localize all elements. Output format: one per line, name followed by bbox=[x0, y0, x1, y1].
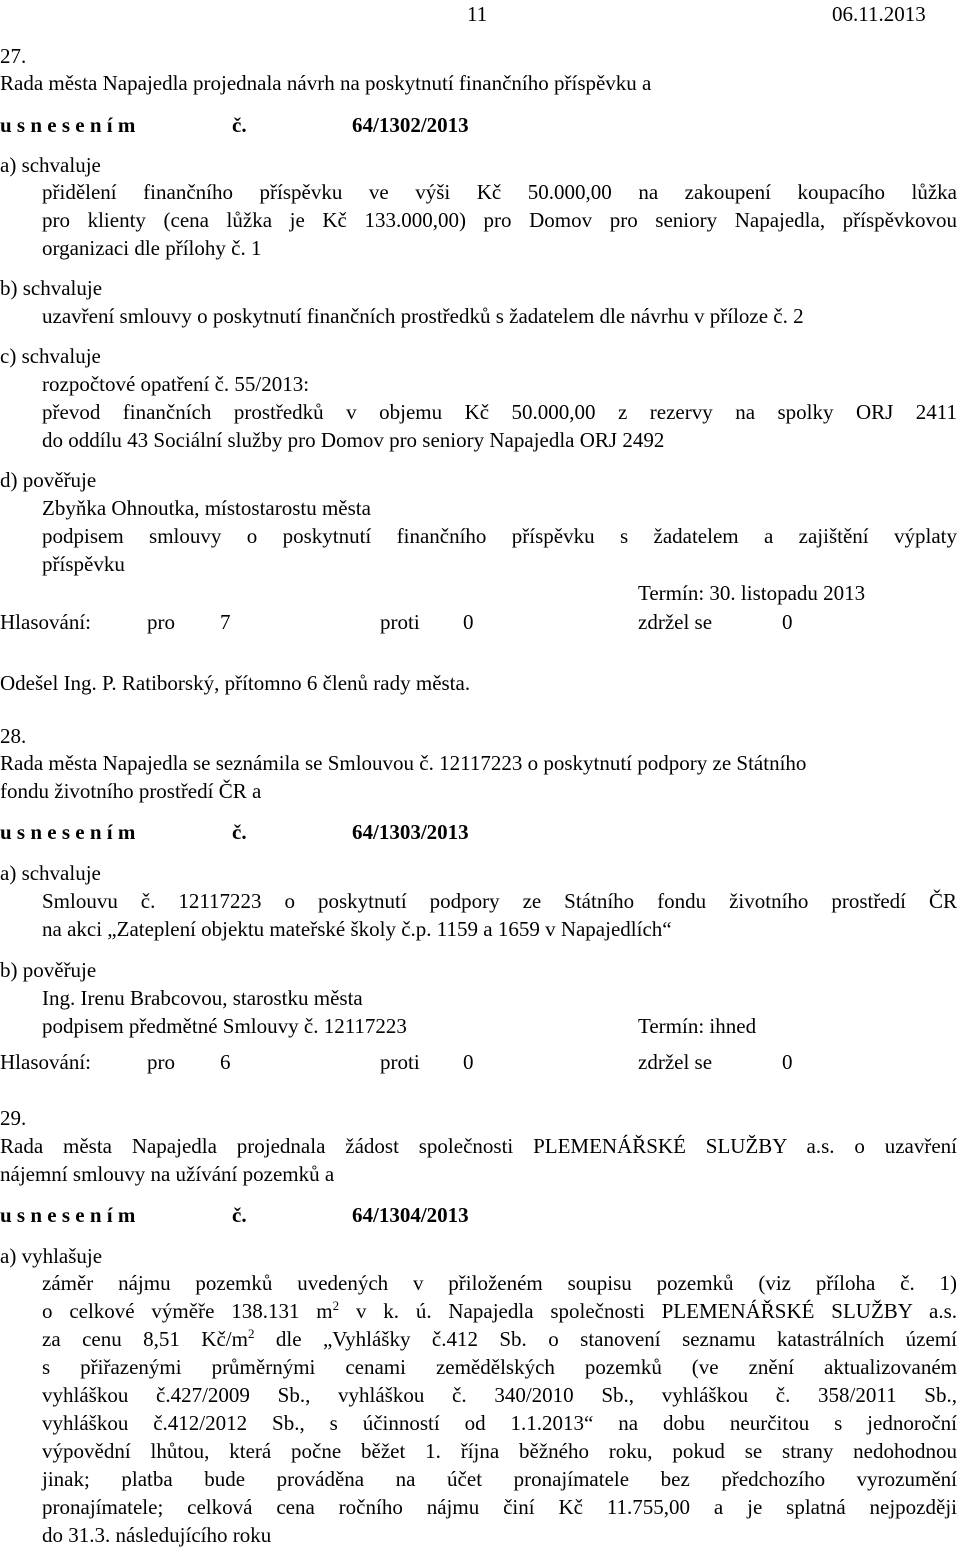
point-a-text: organizaci dle přílohy č. 1 bbox=[42, 236, 262, 260]
point-a-text: do 31.3. následujícího roku bbox=[42, 1523, 272, 1547]
resolution-c: č. bbox=[232, 820, 247, 844]
text-part: v k. ú. Napajedla společnosti PLEMENÁŘSKÉ SLUŽBY a.s. bbox=[339, 1299, 957, 1323]
item-number: 29. bbox=[0, 1106, 27, 1130]
vote-proti-label: proti bbox=[380, 1050, 420, 1074]
point-a-text: pro klienty (cena lůžka je Kč 133.000,00) pro Domov pro seniory Napajedla, příspěvkovou bbox=[42, 208, 957, 232]
item-intro: Rada města Napajedla projednala žádost společnosti PLEMENÁŘSKÉ SLUŽBY a.s. o uzavření bbox=[0, 1134, 957, 1158]
point-a-text: přidělení finančního příspěvku ve výši Kč 50.000,00 na zakoupení koupacího lůžka bbox=[42, 180, 957, 204]
point-b-head: b) pověřuje bbox=[0, 958, 97, 982]
resolution-label: u s n e s e n í m bbox=[0, 820, 136, 844]
vote-label: Hlasování: bbox=[0, 1050, 91, 1074]
resolution-label: u s n e s e n í m bbox=[0, 113, 136, 137]
item-intro: nájemní smlouvy na užívání pozemků a bbox=[0, 1162, 335, 1186]
point-b-text: podpisem předmětné Smlouvy č. 12117223 bbox=[42, 1014, 407, 1038]
point-a-text: výpovědní lhůtou, která počne běžet 1. října běžného roku, pokud se strany nedohodnou bbox=[42, 1439, 957, 1463]
page-number: 11 bbox=[467, 2, 488, 26]
point-a-head: a) schvaluje bbox=[0, 861, 101, 885]
point-c-text: rozpočtové opatření č. 55/2013: bbox=[42, 372, 310, 396]
resolution-c: č. bbox=[232, 113, 247, 137]
point-a-text: jinak; platba bude prováděna na účet pronajímatele bez předchozího vyrozumění bbox=[42, 1467, 957, 1491]
item-intro: Rada města Napajedla se seznámila se Smlouvou č. 12117223 o poskytnutí podpory ze Státního bbox=[0, 751, 807, 775]
vote-pro-label: pro bbox=[147, 1050, 175, 1074]
vote-zdrzel-count: 0 bbox=[782, 610, 793, 634]
vote-zdrzel-label: zdržel se bbox=[638, 610, 713, 634]
vote-zdrzel-label: zdržel se bbox=[638, 1050, 713, 1074]
point-b-head: b) schvaluje bbox=[0, 276, 103, 300]
point-a-text: Smlouvu č. 12117223 o poskytnutí podpory ze Státního fondu životního prostředí ČR bbox=[42, 889, 957, 913]
point-d-text: příspěvku bbox=[42, 552, 125, 576]
deadline: Termín: 30. listopadu 2013 bbox=[638, 581, 866, 605]
point-a-text: záměr nájmu pozemků uvedených v přiloženém soupisu pozemků (viz příloha č. 1) bbox=[42, 1271, 957, 1295]
vote-label: Hlasování: bbox=[0, 610, 91, 634]
vote-proti-count: 0 bbox=[463, 1050, 474, 1074]
resolution-number: 64/1304/2013 bbox=[352, 1203, 469, 1227]
point-b-text: Ing. Irenu Brabcovou, starostku města bbox=[42, 986, 363, 1010]
point-a-text bbox=[42, 1298, 957, 1323]
resolution-number: 64/1303/2013 bbox=[352, 820, 469, 844]
point-d-text: podpisem smlouvy o poskytnutí finančního příspěvku s žadatelem a zajištění výplaty bbox=[42, 524, 957, 548]
item-intro: Rada města Napajedla projednala návrh na poskytnutí finančního příspěvku a bbox=[0, 71, 652, 95]
item-number: 27. bbox=[0, 44, 27, 68]
point-a-head: a) schvaluje bbox=[0, 153, 101, 177]
item-intro: fondu životního prostředí ČR a bbox=[0, 779, 262, 803]
point-a-text: na akci „Zateplení objektu mateřské školy č.p. 1159 a 1659 v Napajedlích“ bbox=[42, 917, 672, 941]
superscript: 2 bbox=[247, 1326, 255, 1341]
vote-proti-count: 0 bbox=[463, 610, 474, 634]
deadline: Termín: ihned bbox=[638, 1014, 757, 1038]
text-part: dle „Vyhlášky č.412 Sb. o stanovení seznamu katastrálních území bbox=[254, 1327, 957, 1351]
attendance-note: Odešel Ing. P. Ratiborský, přítomno 6 členů rady města. bbox=[0, 671, 471, 695]
point-a-head: a) vyhlašuje bbox=[0, 1244, 103, 1268]
vote-proti-label: proti bbox=[380, 610, 420, 634]
vote-pro-count: 6 bbox=[220, 1050, 231, 1074]
point-c-text: do oddílu 43 Sociální služby pro Domov pro seniory Napajedla ORJ 2492 bbox=[42, 428, 665, 452]
point-a-text: s přiřazenými průměrnými cenami zemědělských pozemků (ve znění aktualizovaném bbox=[42, 1355, 957, 1379]
resolution-label: u s n e s e n í m bbox=[0, 1203, 136, 1227]
resolution-c: č. bbox=[232, 1203, 247, 1227]
vote-zdrzel-count: 0 bbox=[782, 1050, 793, 1074]
resolution-number: 64/1302/2013 bbox=[352, 113, 469, 137]
point-d-head: d) pověřuje bbox=[0, 468, 97, 492]
point-a-text: vyhláškou č.412/2012 Sb., s účinností od 1.1.2013“ na dobu neurčitou s jednoroční bbox=[42, 1411, 957, 1435]
vote-pro-count: 7 bbox=[220, 610, 231, 634]
point-a-text: vyhláškou č.427/2009 Sb., vyhláškou č. 340/2010 Sb., vyhláškou č. 358/2011 Sb., bbox=[42, 1383, 957, 1407]
item-number: 28. bbox=[0, 724, 27, 748]
vote-pro-label: pro bbox=[147, 610, 175, 634]
point-c-text: převod finančních prostředků v objemu Kč 50.000,00 z rezervy na spolky ORJ 2411 bbox=[42, 400, 957, 424]
point-a-text: pronajímatele; celková cena ročního nájmu činí Kč 11.755,00 a je splatná nejpozději bbox=[42, 1495, 957, 1519]
header-date: 06.11.2013 bbox=[832, 2, 926, 26]
text-part: o celkové výměře 138.131 m bbox=[42, 1299, 333, 1323]
point-a-text bbox=[42, 1326, 957, 1351]
point-b-text: uzavření smlouvy o poskytnutí finančních prostředků s žadatelem dle návrhu v příloze č. 2 bbox=[42, 304, 804, 328]
point-c-head: c) schvaluje bbox=[0, 344, 101, 368]
text-part: za cenu 8,51 Kč/m bbox=[42, 1327, 248, 1351]
superscript: 2 bbox=[332, 1298, 340, 1313]
point-d-text: Zbyňka Ohnoutka, místostarostu města bbox=[42, 496, 371, 520]
